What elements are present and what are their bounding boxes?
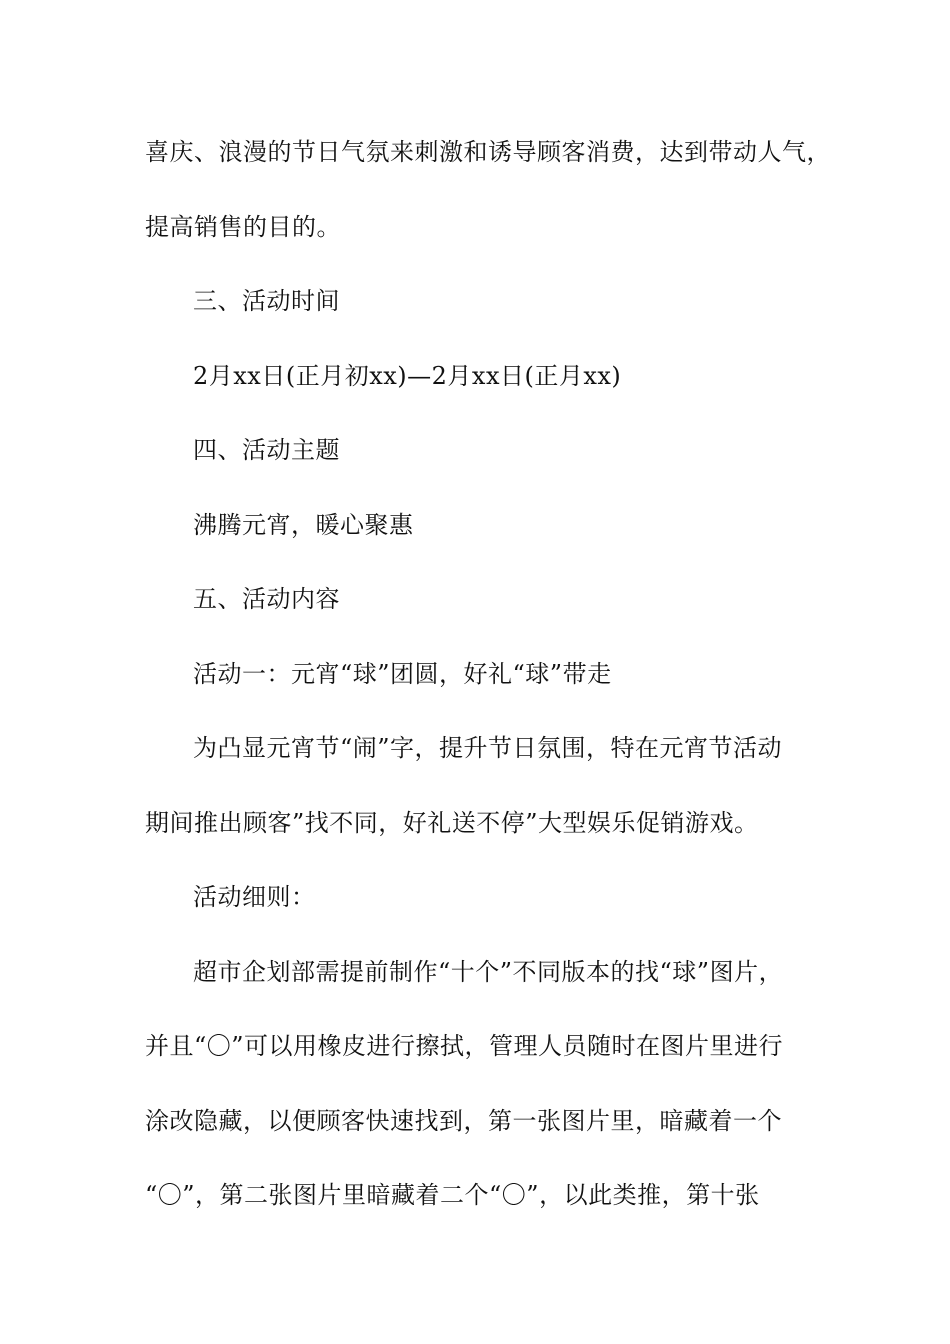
paragraph-line: 提高销售的目的。 bbox=[145, 213, 341, 241]
paragraph-line: 喜庆、浪漫的节日气氛来刺激和诱导顾客消费，达到带动人气， bbox=[145, 138, 831, 166]
section-heading-time: 三、活动时间 bbox=[193, 287, 340, 315]
paragraph-line: 并且“〇”可以用橡皮进行擦拭，管理人员随时在图片里进行 bbox=[145, 1032, 784, 1060]
activity-date-range: 2月xx日(正月初xx)—2月xx日(正月xx) bbox=[193, 362, 622, 390]
activity-theme: 沸腾元宵，暖心聚惠 bbox=[193, 511, 414, 539]
activity-rules-heading: 活动细则： bbox=[193, 883, 316, 911]
activity-one-title: 活动一：元宵“球”团圆，好礼“球”带走 bbox=[193, 660, 612, 688]
section-heading-content: 五、活动内容 bbox=[193, 585, 340, 613]
section-heading-theme: 四、活动主题 bbox=[193, 436, 340, 464]
paragraph-line: 超市企划部需提前制作“十个”不同版本的找“球”图片， bbox=[193, 958, 784, 986]
paragraph-line: 涂改隐藏，以便顾客快速找到，第一张图片里，暗藏着一个 bbox=[145, 1107, 782, 1135]
paragraph-line: 为凸显元宵节“闹”字，提升节日氛围，特在元宵节活动 bbox=[193, 734, 783, 762]
paragraph-line: 期间推出顾客”找不同，好礼送不停”大型娱乐促销游戏。 bbox=[145, 809, 759, 837]
paragraph-line: “〇”，第二张图片里暗藏着二个“〇”，以此类推，第十张 bbox=[145, 1181, 760, 1209]
